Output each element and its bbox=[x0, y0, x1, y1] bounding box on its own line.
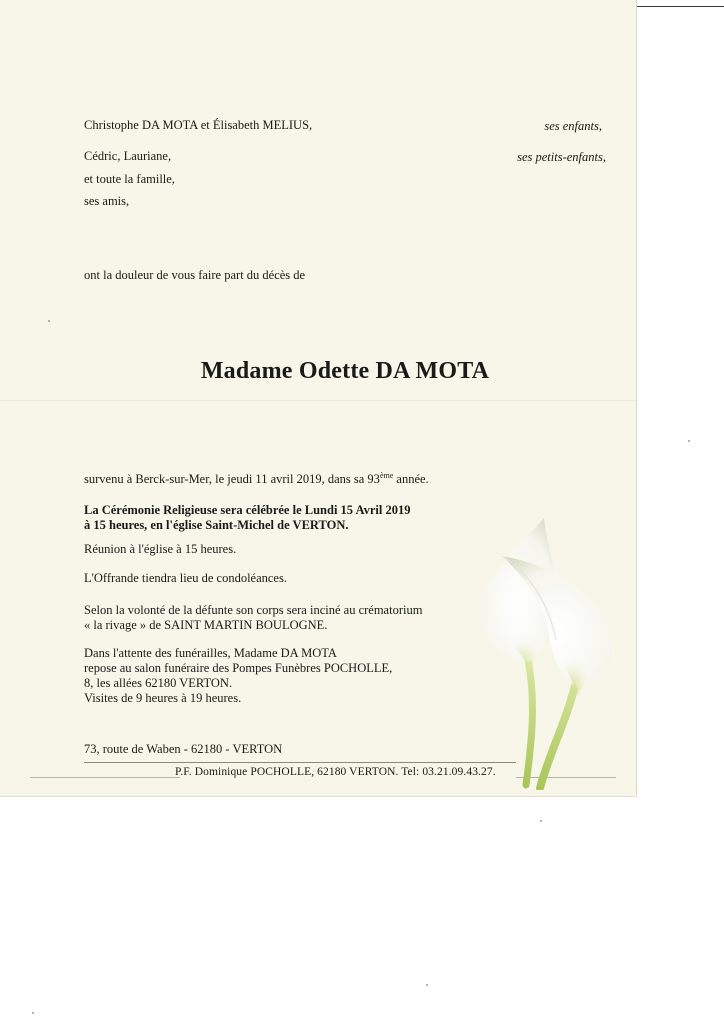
ceremony-line-2: à 15 heures, en l'église Saint-Michel de VERTON. bbox=[84, 518, 349, 532]
calla-lily-icon bbox=[466, 510, 626, 790]
children-role: ses enfants, bbox=[544, 119, 602, 133]
cremation-line-1: Selon la volonté de la défunte son corps sera inciné au crématorium bbox=[84, 603, 423, 617]
death-details-suffix: année. bbox=[393, 472, 429, 486]
grandchildren-names: Cédric, Lauriane, bbox=[84, 149, 172, 163]
offering-text: L'Offrande tiendra lieu de condoléances. bbox=[84, 571, 287, 585]
announcement-text: ont la douleur de vous faire part du décès de bbox=[84, 268, 306, 282]
cremation-line-2: « la rivage » de SAINT MARTIN BOULOGNE. bbox=[84, 618, 328, 632]
funeral-home-footer: P.F. Dominique POCHOLLE, 62180 VERTON. Tel: 03.21.09.43.27. bbox=[175, 766, 496, 778]
death-details bbox=[84, 471, 429, 487]
ceremony-line-1: La Cérémonie Religieuse sera célébrée le Lundi 15 Avril 2019 bbox=[84, 503, 411, 517]
footer-rule bbox=[84, 762, 516, 763]
waiting-line-4: Visites de 9 heures à 19 heures. bbox=[84, 691, 242, 705]
waiting-line-3: 8, les allées 62180 VERTON. bbox=[84, 676, 233, 690]
scan-edge-line bbox=[636, 6, 724, 7]
card-fold-line bbox=[0, 400, 636, 401]
waiting-line-1: Dans l'attente des funérailles, Madame DA MOTA bbox=[84, 646, 337, 660]
family-line: et toute la famille, bbox=[84, 172, 175, 186]
waiting-line-2: repose au salon funéraire des Pompes Funèbres POCHOLLE, bbox=[84, 661, 393, 675]
scan-speck bbox=[688, 440, 690, 442]
scan-speck bbox=[540, 820, 542, 822]
address-line: 73, route de Waben - 62180 - VERTON bbox=[84, 742, 283, 756]
children-names: Christophe DA MOTA et Élisabeth MELIUS, bbox=[84, 118, 313, 132]
death-details-text: survenu à Berck-sur-Mer, le jeudi 11 avril 2019, dans sa 93 bbox=[84, 472, 380, 486]
footer-rule-left bbox=[30, 777, 180, 778]
scan-speck bbox=[426, 984, 428, 986]
friends-line: ses amis, bbox=[84, 194, 130, 208]
ordinal-superscript: ème bbox=[379, 470, 394, 480]
scan-speck bbox=[32, 1012, 34, 1014]
grandchildren-role: ses petits-enfants, bbox=[517, 150, 606, 164]
meeting-text: Réunion à l'église à 15 heures. bbox=[84, 542, 237, 556]
deceased-name: Madame Odette DA MOTA bbox=[200, 358, 490, 384]
scan-speck bbox=[48, 320, 50, 322]
